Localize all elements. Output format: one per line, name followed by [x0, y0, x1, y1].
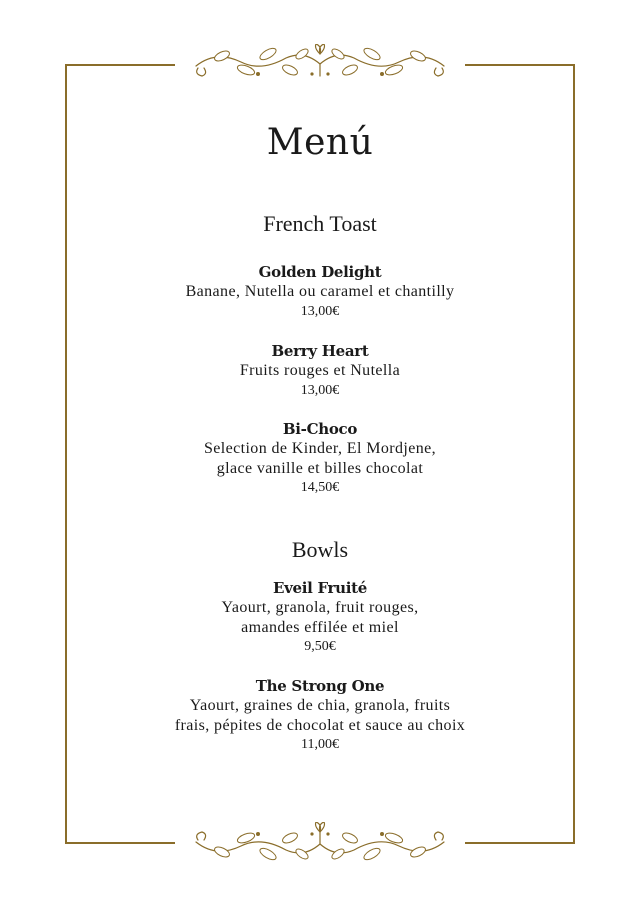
item-price: 13,00€ — [300, 303, 340, 319]
item-description: Banane, Nutella ou caramel et chantilly — [185, 283, 455, 300]
item-price: 9,50€ — [304, 639, 336, 654]
item-description: Fruits rouges et Nutella — [239, 362, 401, 379]
frame-top-left-line — [65, 64, 175, 66]
frame-bottom-right-line — [465, 842, 575, 844]
menu-item-eveil-fruite — [0, 578, 640, 657]
menu-item-the-strong-one — [0, 676, 640, 755]
menu-title: Menú — [266, 122, 374, 163]
bottom-floral-ornament-icon — [186, 822, 454, 864]
section-title-french-toast: French Toast — [263, 211, 377, 236]
item-description-line-1: Yaourt, granola, fruit rouges, — [221, 599, 419, 616]
item-description-line-1: Yaourt, graines de chia, granola, fruits — [189, 697, 451, 714]
top-floral-ornament-icon — [186, 44, 454, 86]
item-description-line-2: frais, pépites de chocolat et sauce au choix — [174, 716, 466, 734]
item-name: Eveil Fruité — [272, 579, 368, 597]
item-name: Golden Delight — [258, 263, 382, 281]
item-name: Berry Heart — [271, 342, 369, 360]
section-title-bowls: Bowls — [291, 537, 349, 562]
item-description-line-1: Selection de Kinder, El Mordjene, — [203, 440, 437, 457]
item-name: Bi-Choco — [282, 420, 358, 438]
item-price: 13,00€ — [300, 382, 340, 398]
frame-bottom-left-line — [65, 842, 175, 844]
frame-top-right-line — [465, 64, 575, 66]
item-price: 14,50€ — [300, 480, 340, 495]
item-name: The Strong One — [255, 677, 385, 695]
item-description-line-2: glace vanille et billes chocolat — [216, 459, 424, 477]
menu-item-bi-choco — [0, 419, 640, 498]
item-description-line-2: amandes effilée et miel — [241, 618, 399, 636]
item-price: 11,00€ — [301, 737, 339, 752]
menu-item-berry-heart — [0, 341, 640, 400]
menu-item-golden-delight — [0, 262, 640, 321]
